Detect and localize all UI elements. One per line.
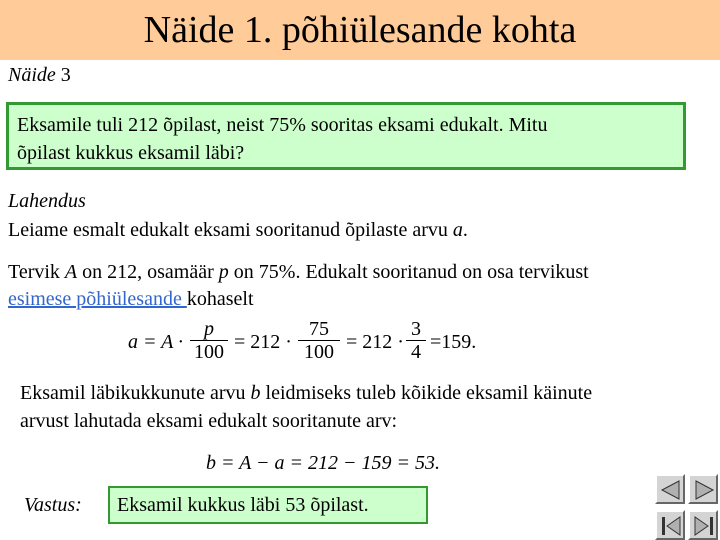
nav-next-icon: [659, 514, 683, 538]
example-label: [8, 63, 71, 87]
para3-b: b: [250, 382, 261, 404]
formula1-frac-1: [190, 318, 228, 363]
formula-2: b = A − a = 212 − 159 = 53.: [206, 452, 440, 474]
paragraph-2-line-1: [8, 260, 589, 284]
answer-label: Vastus:: [24, 494, 82, 516]
nav-last-button[interactable]: [688, 510, 718, 540]
example-label-italic: Näide: [8, 64, 56, 86]
nav-previous-icon: [692, 478, 716, 502]
example-number: 3: [55, 64, 71, 86]
paragraph-2-line-2: [8, 287, 254, 311]
intro-text: Leiame esmalt edukalt eksami sooritanud õpilaste arvu: [8, 219, 453, 241]
nav-next-button[interactable]: [655, 510, 685, 540]
page-title: Näide 1. põhiülesande kohta: [143, 9, 577, 51]
frac1-num: p: [190, 318, 228, 341]
nav-first-icon: [659, 478, 683, 502]
formula1-frac-2: [298, 318, 340, 363]
solution-intro: [8, 218, 468, 242]
problem-line-1: Eksamile tuli 212 õpilast, neist 75% sooritas eksami edukalt. Mitu: [17, 114, 548, 136]
paragraph-3-line-2: arvust lahutada eksami edukalt sooritanute arv:: [20, 410, 398, 432]
para2-a: Tervik: [8, 261, 65, 283]
intro-var: a: [452, 219, 463, 241]
intro-end: .: [462, 219, 468, 241]
nav-first-button[interactable]: [655, 474, 685, 504]
para2-A: A: [64, 261, 78, 283]
formula1-lhs-text: a = A ·: [128, 331, 183, 353]
answer-box: Eksamil kukkus läbi 53 õpilast.: [108, 486, 428, 524]
frac3-den: 4: [411, 341, 421, 363]
para2-b: on 212, osamäär: [77, 261, 219, 283]
nav-previous-button[interactable]: [688, 474, 718, 504]
problem-box: [6, 102, 686, 170]
frac1-den: 100: [194, 341, 224, 363]
frac2-den: 100: [304, 341, 334, 363]
basic-task-link[interactable]: esimese põhiülesande: [8, 288, 187, 310]
formula1-eq2: = 212 ·: [234, 331, 292, 353]
after-link: kohaselt: [186, 288, 254, 310]
nav-last-icon: [692, 514, 716, 538]
para2-c: on 75%. Edukalt sooritanud on osa tervikust: [228, 261, 589, 283]
frac3-num: 3: [406, 318, 426, 341]
formula1-result: =159.: [430, 331, 477, 353]
paragraph-3-line-1: [20, 381, 592, 405]
para2-p: p: [218, 261, 229, 283]
problem-line-2: õpilast kukkus eksamil läbi?: [17, 142, 245, 164]
para3-a: Eksamil läbikukkunute arvu: [20, 382, 251, 404]
para3-c: leidmiseks tuleb kõikide eksamil käinute: [260, 382, 593, 404]
solution-heading: Lahendus: [8, 190, 86, 212]
frac2-num: 75: [298, 318, 340, 341]
formula1-frac-3: [406, 318, 426, 363]
formula1-lhs: [128, 331, 183, 354]
formula1-eq3: = 212 ·: [346, 331, 404, 353]
